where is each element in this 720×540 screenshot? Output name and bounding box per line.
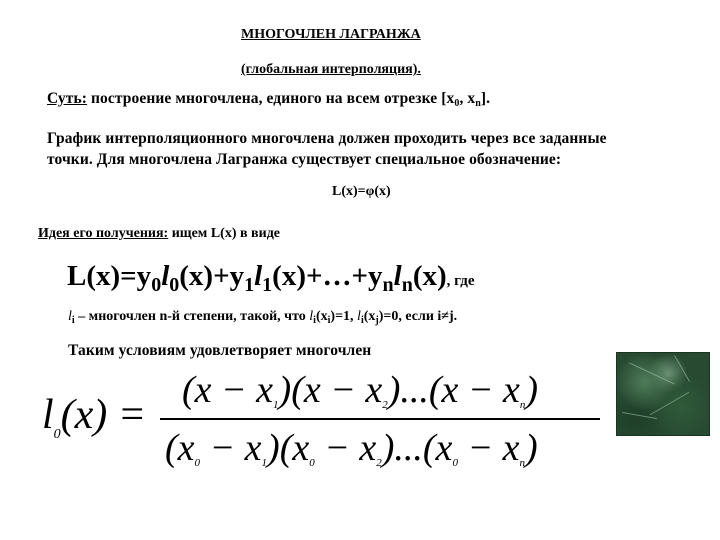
fraction-numerator: $(x - x_1)(x - x_2)...(x - x_n)$ bbox=[182, 369, 539, 411]
basis-definition: $l_i$ – многочлен n-й степени, такой, что $l_i(x_i)=1$, $l_i(x_j)=0$, если i≠j. bbox=[68, 309, 458, 326]
graph-paragraph-line1: График интерполяционного многочлена должен проходить через все заданные bbox=[47, 130, 607, 147]
lagrange-sum-formula: $L(x)=y_0l_0(x)+y_1l_1(x)+\dots+y_nl_n(x)$, где bbox=[67, 260, 475, 296]
slide-subtitle: (глобальная интерполяция). bbox=[241, 62, 421, 77]
fraction-denominator: $(x_0 - x_1)(x_0 - x_2)...(x_0 - x_n)$ bbox=[165, 427, 538, 469]
idea-line bbox=[38, 226, 280, 242]
essence-label: Суть: bbox=[47, 90, 88, 107]
idea-text: ищем L(x) в виде bbox=[168, 226, 280, 241]
essence-text: построение многочлена, единого на всем отрезке [x bbox=[87, 90, 455, 107]
fraction-lhs: $l_0(x)$ = bbox=[42, 392, 147, 442]
marble-decoration-image bbox=[616, 352, 710, 436]
satisfies-line: Таким условиям удовлетворяет многочлен bbox=[68, 342, 372, 359]
essence-line: Суть: построение многочлена, единого на всем отрезке [$x_0$, $x_n$]. bbox=[47, 90, 491, 109]
idea-label: Идея его получения: bbox=[38, 226, 169, 241]
notation-formula: L(x)=φ(x) bbox=[332, 184, 391, 199]
slide-title: МНОГОЧЛЕН ЛАГРАНЖА bbox=[241, 27, 421, 42]
graph-paragraph-line2: точки. Для многочлена Лагранжа существует специальное обозначение: bbox=[47, 151, 562, 168]
fraction-bar bbox=[160, 418, 600, 420]
